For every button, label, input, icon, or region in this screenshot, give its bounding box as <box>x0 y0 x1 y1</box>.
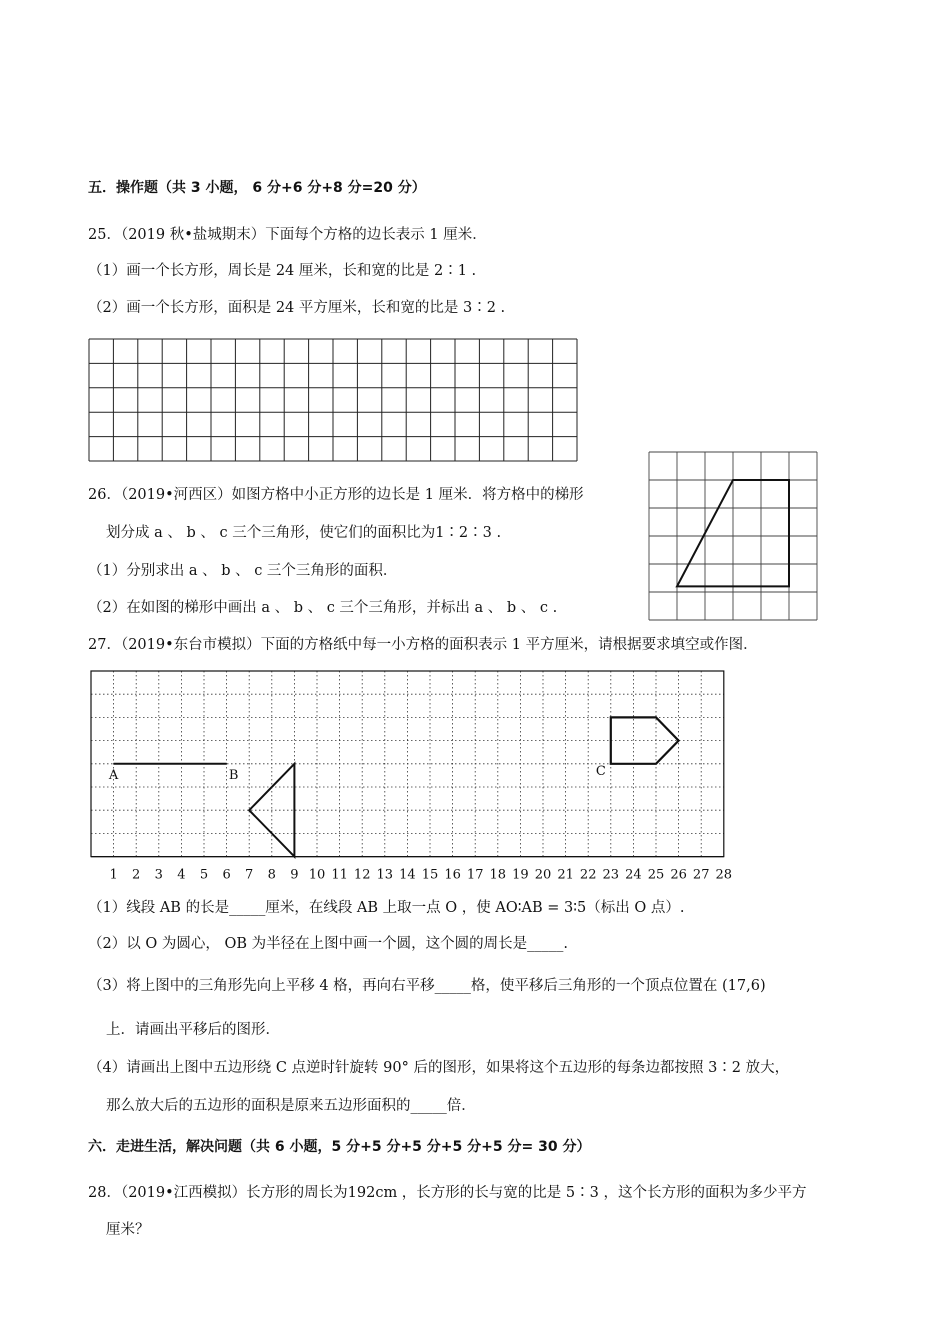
axis-label: 8 <box>267 867 276 883</box>
q25-part2: （2）画一个长方形，面积是 24 平方厘米，长和宽的比是 3∶2 . <box>88 300 506 316</box>
q28-stem-continued: 厘米？ <box>106 1222 150 1238</box>
axis-label: 20 <box>534 867 552 883</box>
axis-label: 2 <box>132 867 141 883</box>
axis-label: 28 <box>715 867 733 883</box>
axis-label: 6 <box>222 867 231 883</box>
axis-label: 5 <box>199 867 209 883</box>
q27-part1: （1）线段 AB 的长是_____厘米，在线段 AB 上取一点 O ，使 AO∶AB = 3∶5（标出 O 点）. <box>88 900 685 916</box>
label-c: C <box>595 763 606 779</box>
label-a: A <box>108 767 119 783</box>
axis-label: 4 <box>177 867 186 883</box>
q26-part2: （2）在如图的梯形中画出 a 、 b 、 c 三个三角形，并标出 a 、 b 、 c . <box>88 600 558 616</box>
axis-label: 24 <box>625 867 642 883</box>
q25-part1: （1）画一个长方形，周长是 24 厘米，长和宽的比是 2∶1 . <box>88 263 477 279</box>
q27-stem: 27．（2019•东台市模拟）下面的方格纸中每一小方格的面积表示 1 平方厘米，请根据要求填空或作图． <box>88 637 758 653</box>
q25-grid <box>88 338 578 468</box>
axis-label: 19 <box>512 867 529 883</box>
axis-label: 23 <box>602 867 620 883</box>
axis-label: 10 <box>308 867 326 883</box>
axis-label: 13 <box>376 867 394 883</box>
axis-label: 18 <box>489 867 507 883</box>
axis-label: 1 <box>109 867 118 883</box>
q25-stem: 25．（2019 秋•盐城期末）下面每个方格的边长表示 1 厘米． <box>88 227 487 243</box>
axis-label: 25 <box>647 867 665 883</box>
axis-label: 11 <box>331 867 348 883</box>
axis-label: 15 <box>421 867 439 883</box>
q28-stem: 28．（2019•江西模拟）长方形的周长为192cm ，长方形的长与宽的比是 5∶3 ，这个长方形的面积为多少平方 <box>88 1185 807 1201</box>
axis-label: 21 <box>557 867 574 883</box>
axis-label: 26 <box>670 867 687 883</box>
label-b: B <box>228 767 239 783</box>
section6-title: 六．走进生活，解决问题（共 6 小题，5 分+5 分+5 分+5 分+5 分= 30 分） <box>88 1139 591 1155</box>
q27-part2: （2）以 O 为圆心， OB 为半径在上图中画一个圆，这个圆的周长是_____. <box>88 936 568 952</box>
axis-label: 16 <box>444 867 461 883</box>
q26-part1: （1）分别求出 a 、 b 、 c 三个三角形的面积． <box>88 563 398 579</box>
axis-label: 17 <box>466 867 484 883</box>
axis-label: 7 <box>245 867 254 883</box>
q26-trapezoid-grid <box>648 451 818 613</box>
q27-part3: （3）将上图中的三角形先向上平移 4 格，再向右平移_____格，使平移后三角形的一个顶点位置在 (17,6) <box>88 978 766 994</box>
axis-label: 3 <box>154 867 163 883</box>
section5-title: 五．操作题（共 3 小题， 6 分+6 分+8 分=20 分） <box>88 180 426 196</box>
q27-coordinate-grid <box>90 670 733 883</box>
axis-label: 27 <box>692 867 710 883</box>
axis-label: 14 <box>399 867 416 883</box>
axis-label: 22 <box>579 867 597 883</box>
axis-label: 12 <box>353 867 371 883</box>
q27-part4-continued: 那么放大后的五边形的面积是原来五边形面积的_____倍． <box>106 1098 476 1114</box>
q27-part4: （4）请画出上图中五边形绕 C 点逆时针旋转 90° 后的图形，如果将这个五边形的每条边都按照 3∶2 放大， <box>88 1060 790 1076</box>
q26-stem: 26．（2019•河西区）如图方格中小正方形的边长是 1 厘米．将方格中的梯形 <box>88 487 584 503</box>
q26-stem-continued: 划分成 a 、 b 、 c 三个三角形，使它们的面积比为1∶2∶3 . <box>106 525 502 541</box>
axis-label: 9 <box>290 867 299 883</box>
q27-part3-continued: 上．请画出平移后的图形． <box>106 1022 280 1038</box>
